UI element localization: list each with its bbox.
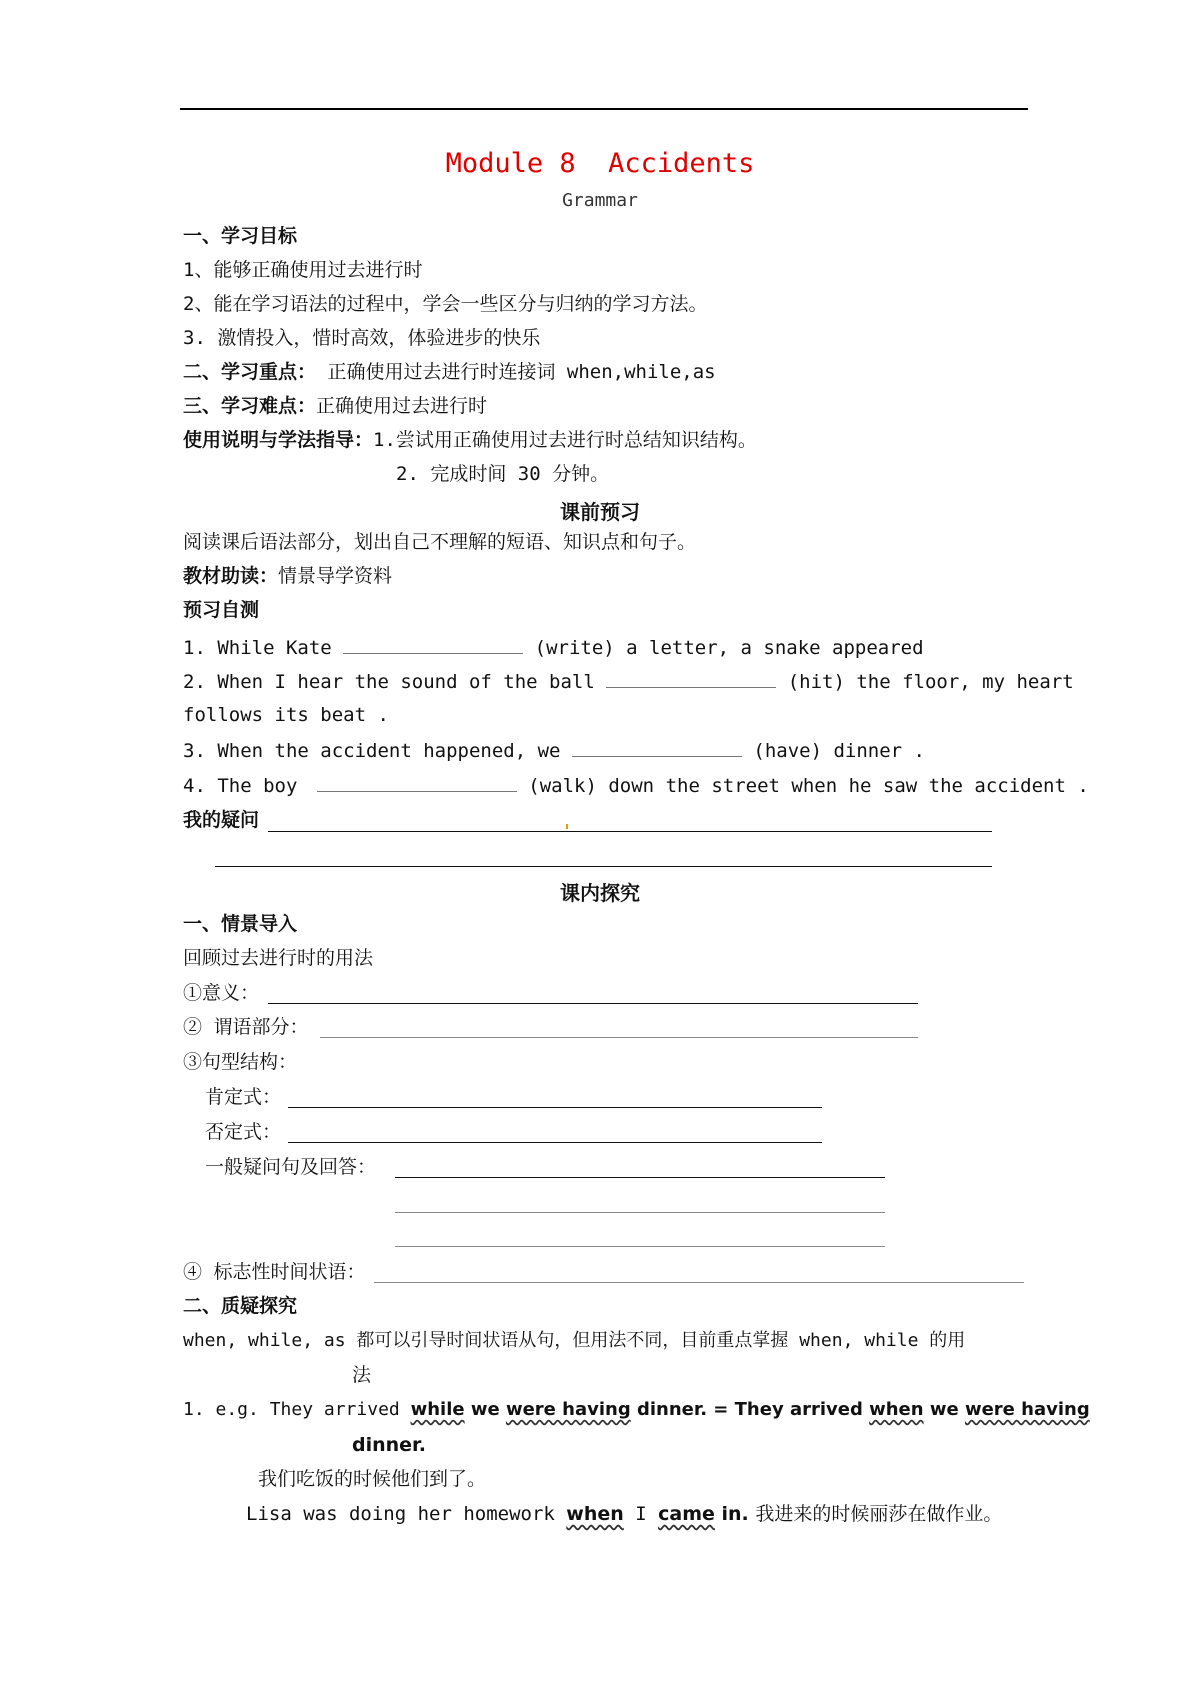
question-3 [183,738,925,763]
predicate-label: ② 谓语部分： [183,1016,309,1038]
section-2-heading: 二、质疑探究 [183,1295,298,1317]
question-text: 3. When the accident happened, we [183,740,561,762]
example-2 [246,1502,1002,1526]
question-text: 2. When I hear the sound of the ball [183,671,595,693]
material-label: 教材助读： [183,565,279,587]
question-text: (hit) the floor, my heart [787,671,1074,693]
explore-heading: 课内探究 [560,881,640,905]
guide-item: 1.尝试用正确使用过去进行时总结知识结构。 [373,429,757,451]
question-text: (have) dinner . [753,740,925,762]
question-form-label: 一般疑问句及回答： [205,1156,377,1178]
meaning-blank-line[interactable] [268,1003,918,1004]
guide-label: 使用说明与学法指导： [183,429,374,451]
question-form-blank-line[interactable] [395,1177,885,1178]
question-text: 1. While Kate [183,637,332,659]
meaning-label: ①意义： [183,982,260,1004]
page-subtitle: Grammar [562,190,638,211]
question-4 [183,773,1089,798]
focus-text: 正确使用过去进行时连接词 when,while,as [316,361,716,383]
material-text: 情景导学资料 [278,565,393,587]
answer-blank[interactable] [572,738,742,757]
question-text: (write) a letter, a snake appeared [534,637,924,659]
difficulty-label: 三、学习难点： [183,395,317,417]
keyword-while: while [410,1399,465,1420]
header-rule [180,108,1028,110]
example-translation: 我进来的时候丽莎在做作业。 [755,1503,1003,1525]
intro-line: when, while, as 都可以引导时间状语从句，但用法不同，目前重点掌握 when, while 的用 [183,1330,966,1351]
structure-label: ③句型结构： [183,1051,298,1073]
question-1 [183,635,924,660]
answer-blank[interactable] [317,773,517,792]
example-text: 1. e.g. They arrived [183,1399,411,1420]
page-title: Module 8 Accidents [445,148,755,179]
difficulty-text: 正确使用过去进行时 [316,395,488,417]
affirmative-label: 肯定式： [205,1086,282,1108]
focus-label: 二、学习重点： [183,361,317,383]
questions-label: 我的疑问 [183,809,260,831]
question-2-cont: follows its beat . [183,704,389,726]
negative-blank-line[interactable] [288,1142,822,1143]
review-text: 回顾过去进行时的用法 [183,947,374,969]
question-text: 4. The boy [183,775,298,797]
questions-blank-line[interactable] [215,866,992,867]
focus-line [183,360,716,384]
negative-label: 否定式： [205,1121,282,1143]
example-text: Lisa was doing her homework [246,1503,567,1525]
answer-blank[interactable] [343,635,523,654]
example-1 [183,1398,1090,1422]
keyword-were-having: were having [505,1399,631,1420]
time-adverbials-blank-line[interactable] [374,1282,1024,1283]
example-text: we [923,1399,965,1420]
example-text: dinner. = They arrived [630,1399,870,1420]
question-form-blank-line[interactable] [395,1246,885,1247]
guide-item: 2. 完成时间 30 分钟。 [396,463,610,485]
answer-blank[interactable] [606,669,776,688]
preview-heading: 课前预习 [560,500,640,524]
example-1-translation: 我们吃饭的时候他们到了。 [258,1468,487,1490]
goal-item: 3. 激情投入，惜时高效，体验进步的快乐 [183,327,541,349]
affirmative-blank-line[interactable] [288,1107,822,1108]
keyword-came: came [658,1503,715,1525]
preview-instruction: 阅读课后语法部分，划出自己不理解的短语、知识点和句子。 [183,531,697,553]
example-text: we [464,1399,506,1420]
difficulty-line [183,394,487,418]
time-adverbials-label: ④ 标志性时间状语： [183,1261,366,1283]
goal-item: 2、能在学习语法的过程中，学会一些区分与归纳的学习方法。 [183,293,708,315]
keyword-were-having: were having [964,1399,1090,1420]
example-text: I [623,1503,659,1525]
keyword-when: when [869,1399,924,1420]
questions-blank-line[interactable] [268,831,992,832]
section-1-heading: 一、情景导入 [183,913,298,935]
intro-line: 法 [352,1364,372,1386]
example-1-cont: dinner. [352,1434,426,1456]
guide-line [183,428,757,452]
self-test-heading: 预习自测 [183,599,260,621]
example-text: in. [714,1503,756,1525]
predicate-blank-line[interactable] [320,1037,918,1038]
keyword-when: when [566,1503,624,1525]
question-2 [183,669,1074,694]
material-line [183,564,392,588]
goals-heading: 一、学习目标 [183,225,298,247]
orange-dot [566,824,568,829]
question-text: (walk) down the street when he saw the accident . [528,775,1089,797]
goal-item: 1、能够正确使用过去进行时 [183,259,423,281]
question-form-blank-line[interactable] [395,1212,885,1213]
